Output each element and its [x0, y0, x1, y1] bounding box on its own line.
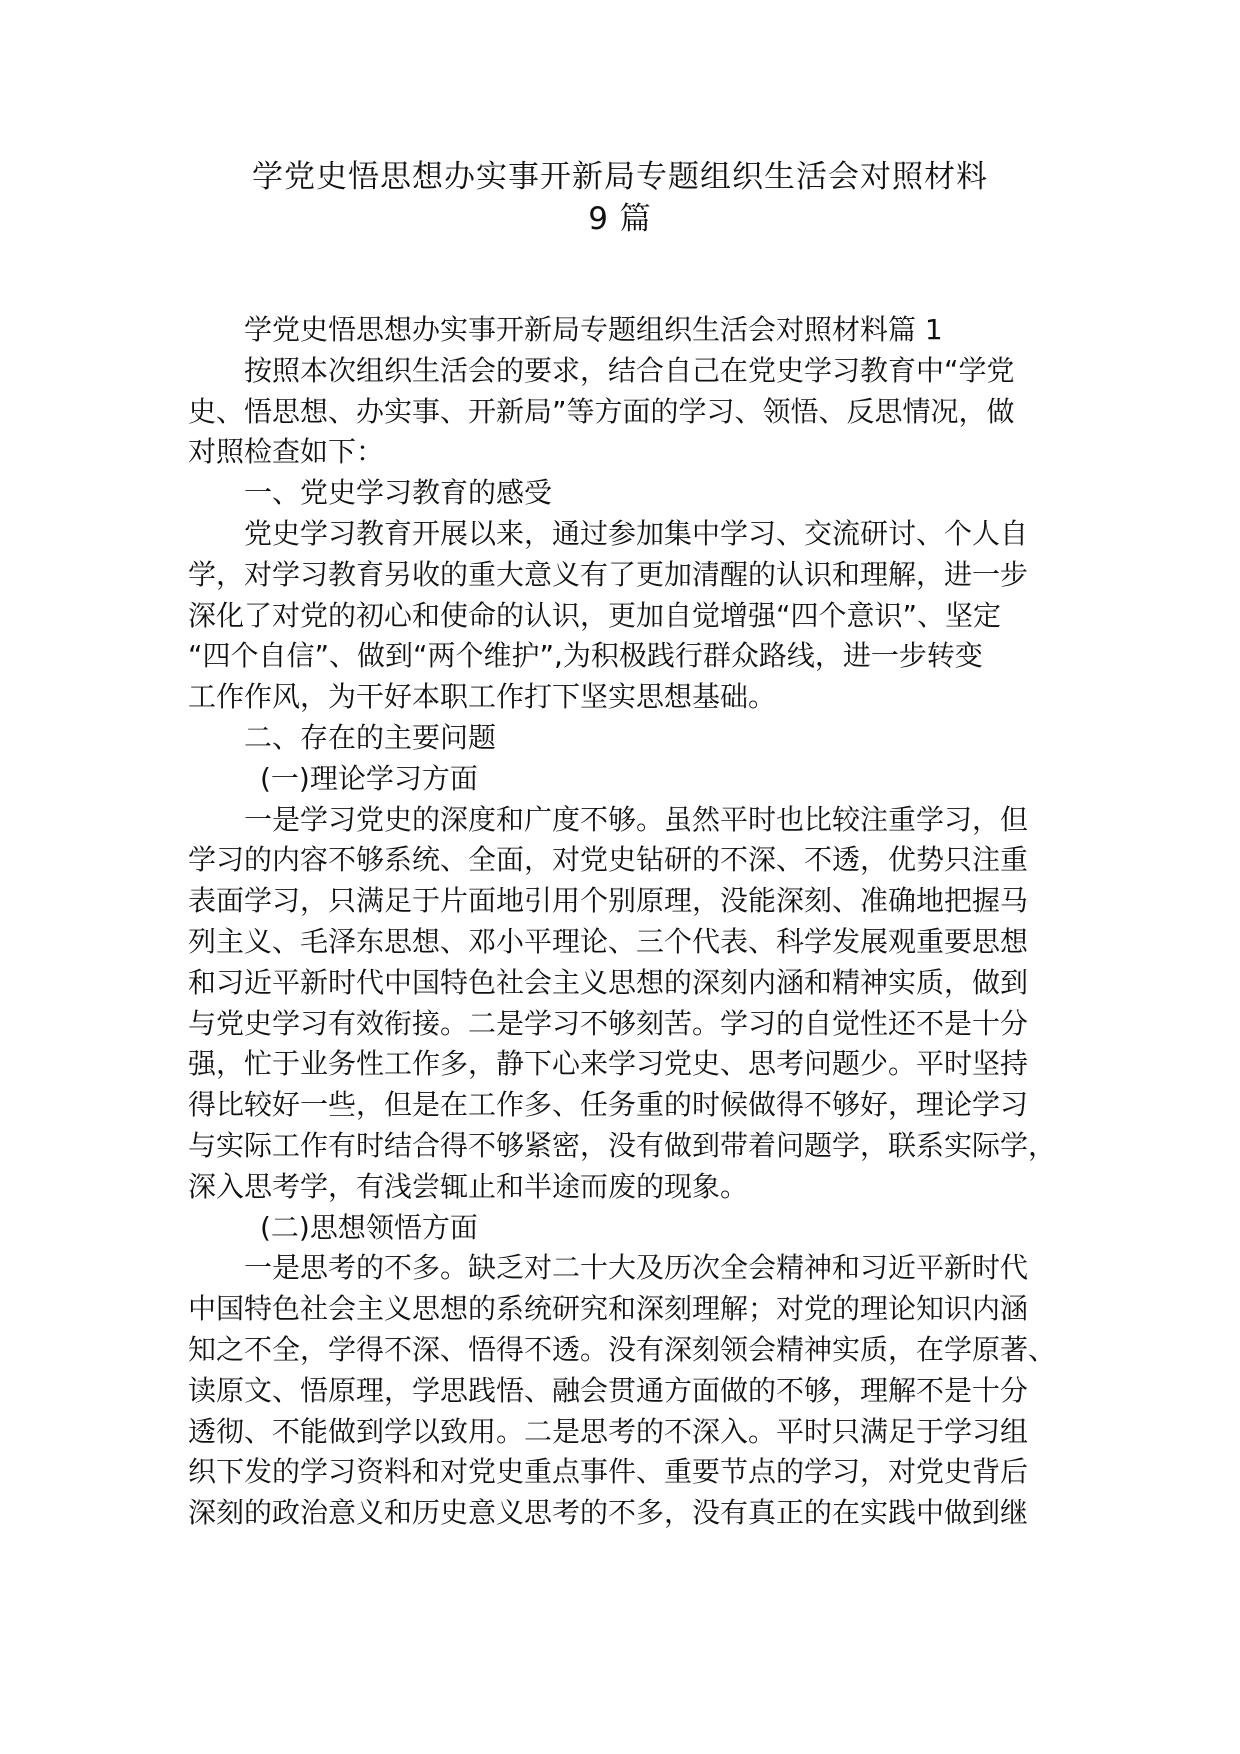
body-line: 工作作风，为干好本职工作打下坚实思想基础。 — [188, 680, 777, 714]
body-line: 表面学习，只满足于片面地引用个别原理，没能深刻、准确地把握马 — [188, 884, 1029, 918]
document-title-line1: 学党史悟思想办实事开新局专题组织生活会对照材料 — [252, 159, 988, 195]
body-line: 学党史悟思想办实事开新局专题组织生活会对照材料篇 1 — [244, 313, 943, 346]
body-line: 深化了对党的初心和使命的认识，更加自觉增强“四个意识”、坚定 — [188, 598, 1002, 632]
body-line: 一是思考的不多。缺乏对二十大及历次全会精神和习近平新时代 — [244, 1251, 1029, 1285]
document-body — [188, 310, 1068, 1534]
body-line: 学，对学习教育另收的重大意义有了更加清醒的认识和理解，进一步 — [188, 557, 1029, 591]
body-line: 一、党史学习教育的感受 — [244, 476, 553, 510]
body-line: 透彻、不能做到学以致用。二是思考的不深入。平时只满足于学习组 — [188, 1414, 1029, 1448]
body-line: 与党史学习有效衔接。二是学习不够刻苦。学习的自觉性还不是十分 — [188, 1006, 1029, 1040]
body-line: 织下发的学习资料和对党史重点事件、重要节点的学习，对党史背后 — [188, 1455, 1029, 1489]
body-line: 列主义、毛泽东思想、邓小平理论、三个代表、科学发展观重要思想 — [188, 924, 1029, 958]
body-line: 对照检查如下： — [188, 435, 385, 469]
body-line: (一)理论学习方面 — [260, 761, 478, 795]
body-line: 党史学习教育开展以来，通过参加集中学习、交流研讨、个人自 — [244, 516, 1029, 550]
document-title-line2: 9 篇 — [588, 201, 652, 237]
body-line: 史、悟思想、办实事、开新局”等方面的学习、领悟、反思情况，做 — [188, 394, 1015, 428]
body-line: 二、存在的主要问题 — [244, 720, 497, 754]
body-line: 学习的内容不够系统、全面，对党史钻研的不深、不透，优势只注重 — [188, 843, 1029, 877]
body-line: 一是学习党史的深度和广度不够。虽然平时也比较注重学习，但 — [244, 802, 1029, 836]
body-line: “四个自信”、做到“两个维护”,为积极践行群众路线，进一步转变 — [188, 639, 983, 673]
body-line: 强，忙于业务性工作多，静下心来学习党史、思考问题少。平时坚持 — [188, 1047, 1029, 1081]
body-line: 中国特色社会主义思想的系统研究和深刻理解；对党的理论知识内涵 — [188, 1292, 1029, 1326]
body-line: 知之不全，学得不深、悟得不透。没有深刻领会精神实质，在学原著、 — [188, 1332, 1057, 1366]
body-line: 读原文、悟原理，学思践悟、融会贯通方面做的不够，理解不是十分 — [188, 1373, 1029, 1407]
body-line: 得比较好一些，但是在工作多、任务重的时候做得不够好，理论学习 — [188, 1088, 1029, 1122]
body-line: 按照本次组织生活会的要求，结合自己在党史学习教育中“学党 — [244, 353, 1015, 387]
body-line: 和习近平新时代中国特色社会主义思想的深刻内涵和精神实质，做到 — [188, 965, 1029, 999]
body-line: (二)思想领悟方面 — [260, 1210, 478, 1244]
body-line: 与实际工作有时结合得不够紧密，没有做到带着问题学，联系实际学， — [188, 1128, 1057, 1162]
body-line: 深入思考学，有浅尝辄止和半途而废的现象。 — [188, 1169, 749, 1203]
body-line: 深刻的政治意义和历史意义思考的不多，没有真正的在实践中做到继 — [188, 1496, 1029, 1530]
